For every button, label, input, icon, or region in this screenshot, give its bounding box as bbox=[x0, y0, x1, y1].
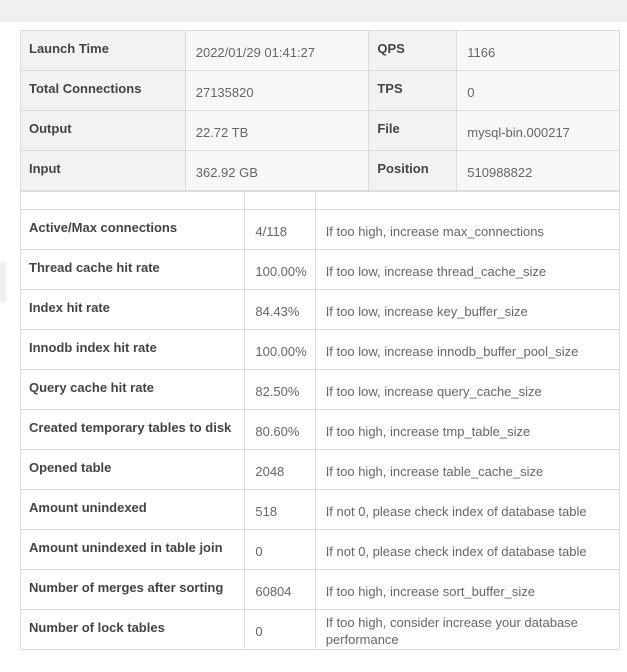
spacer-cell bbox=[245, 191, 315, 209]
table-row bbox=[21, 609, 620, 649]
status-value: 27135820 bbox=[185, 71, 369, 111]
metric-label: Created temporary tables to disk bbox=[21, 409, 245, 449]
metric-advice: If not 0, please check index of database table bbox=[315, 529, 619, 569]
table-row bbox=[21, 209, 620, 249]
left-edge-divider bbox=[0, 262, 6, 302]
metric-value: 2048 bbox=[245, 449, 315, 489]
spacer-cell bbox=[315, 191, 619, 209]
metric-label: Query cache hit rate bbox=[21, 369, 245, 409]
metric-value: 84.43% bbox=[245, 289, 315, 329]
status-label: Position bbox=[369, 151, 457, 191]
mysql-status-panel bbox=[0, 22, 627, 672]
status-value: 0 bbox=[457, 71, 620, 111]
metric-value: 4/118 bbox=[245, 209, 315, 249]
table-row bbox=[21, 111, 620, 151]
status-label: Output bbox=[21, 111, 186, 151]
metric-value: 80.60% bbox=[245, 409, 315, 449]
table-row bbox=[21, 489, 620, 529]
performance-table-body bbox=[21, 191, 620, 649]
metric-value: 0 bbox=[245, 529, 315, 569]
table-row bbox=[21, 31, 620, 71]
metric-value: 0 bbox=[245, 609, 315, 649]
metric-value: 100.00% bbox=[245, 249, 315, 289]
table-row bbox=[21, 289, 620, 329]
metric-advice: If too high, consider increase your database performance bbox=[315, 609, 619, 649]
metric-label: Index hit rate bbox=[21, 289, 245, 329]
metric-value: 60804 bbox=[245, 569, 315, 609]
status-label: QPS bbox=[369, 31, 457, 71]
metric-label: Active/Max connections bbox=[21, 209, 245, 249]
status-label: File bbox=[369, 111, 457, 151]
metric-advice: If too low, increase key_buffer_size bbox=[315, 289, 619, 329]
table-row bbox=[21, 569, 620, 609]
table-row bbox=[21, 329, 620, 369]
metric-advice: If too low, increase query_cache_size bbox=[315, 369, 619, 409]
table-header-spacer bbox=[21, 191, 620, 209]
metric-value: 100.00% bbox=[245, 329, 315, 369]
metric-label: Number of merges after sorting bbox=[21, 569, 245, 609]
table-row bbox=[21, 449, 620, 489]
spacer-cell bbox=[21, 191, 245, 209]
metric-advice: If too low, increase innodb_buffer_pool_size bbox=[315, 329, 619, 369]
performance-table bbox=[20, 190, 620, 650]
status-label: TPS bbox=[369, 71, 457, 111]
metric-label: Amount unindexed in table join bbox=[21, 529, 245, 569]
table-row bbox=[21, 409, 620, 449]
table-row bbox=[21, 249, 620, 289]
status-value: mysql-bin.000217 bbox=[457, 111, 620, 151]
metric-label: Amount unindexed bbox=[21, 489, 245, 529]
status-table-body bbox=[21, 31, 620, 191]
table-row bbox=[21, 71, 620, 111]
status-label: Input bbox=[21, 151, 186, 191]
metric-value: 518 bbox=[245, 489, 315, 529]
metric-label: Opened table bbox=[21, 449, 245, 489]
status-value: 2022/01/29 01:41:27 bbox=[185, 31, 369, 71]
status-table bbox=[20, 30, 620, 191]
status-value: 362.92 GB bbox=[185, 151, 369, 191]
status-value: 22.72 TB bbox=[185, 111, 369, 151]
metric-value: 82.50% bbox=[245, 369, 315, 409]
metric-advice: If too high, increase table_cache_size bbox=[315, 449, 619, 489]
metric-advice: If too high, increase max_connections bbox=[315, 209, 619, 249]
metric-label: Innodb index hit rate bbox=[21, 329, 245, 369]
metric-advice: If not 0, please check index of database table bbox=[315, 489, 619, 529]
table-row bbox=[21, 151, 620, 191]
table-row bbox=[21, 369, 620, 409]
metric-label: Thread cache hit rate bbox=[21, 249, 245, 289]
table-row bbox=[21, 529, 620, 569]
status-value: 1166 bbox=[457, 31, 620, 71]
status-label: Launch Time bbox=[21, 31, 186, 71]
metric-advice: If too high, increase sort_buffer_size bbox=[315, 569, 619, 609]
metric-advice: If too high, increase tmp_table_size bbox=[315, 409, 619, 449]
status-label: Total Connections bbox=[21, 71, 186, 111]
status-value: 510988822 bbox=[457, 151, 620, 191]
metric-label: Number of lock tables bbox=[21, 609, 245, 649]
metric-advice: If too low, increase thread_cache_size bbox=[315, 249, 619, 289]
